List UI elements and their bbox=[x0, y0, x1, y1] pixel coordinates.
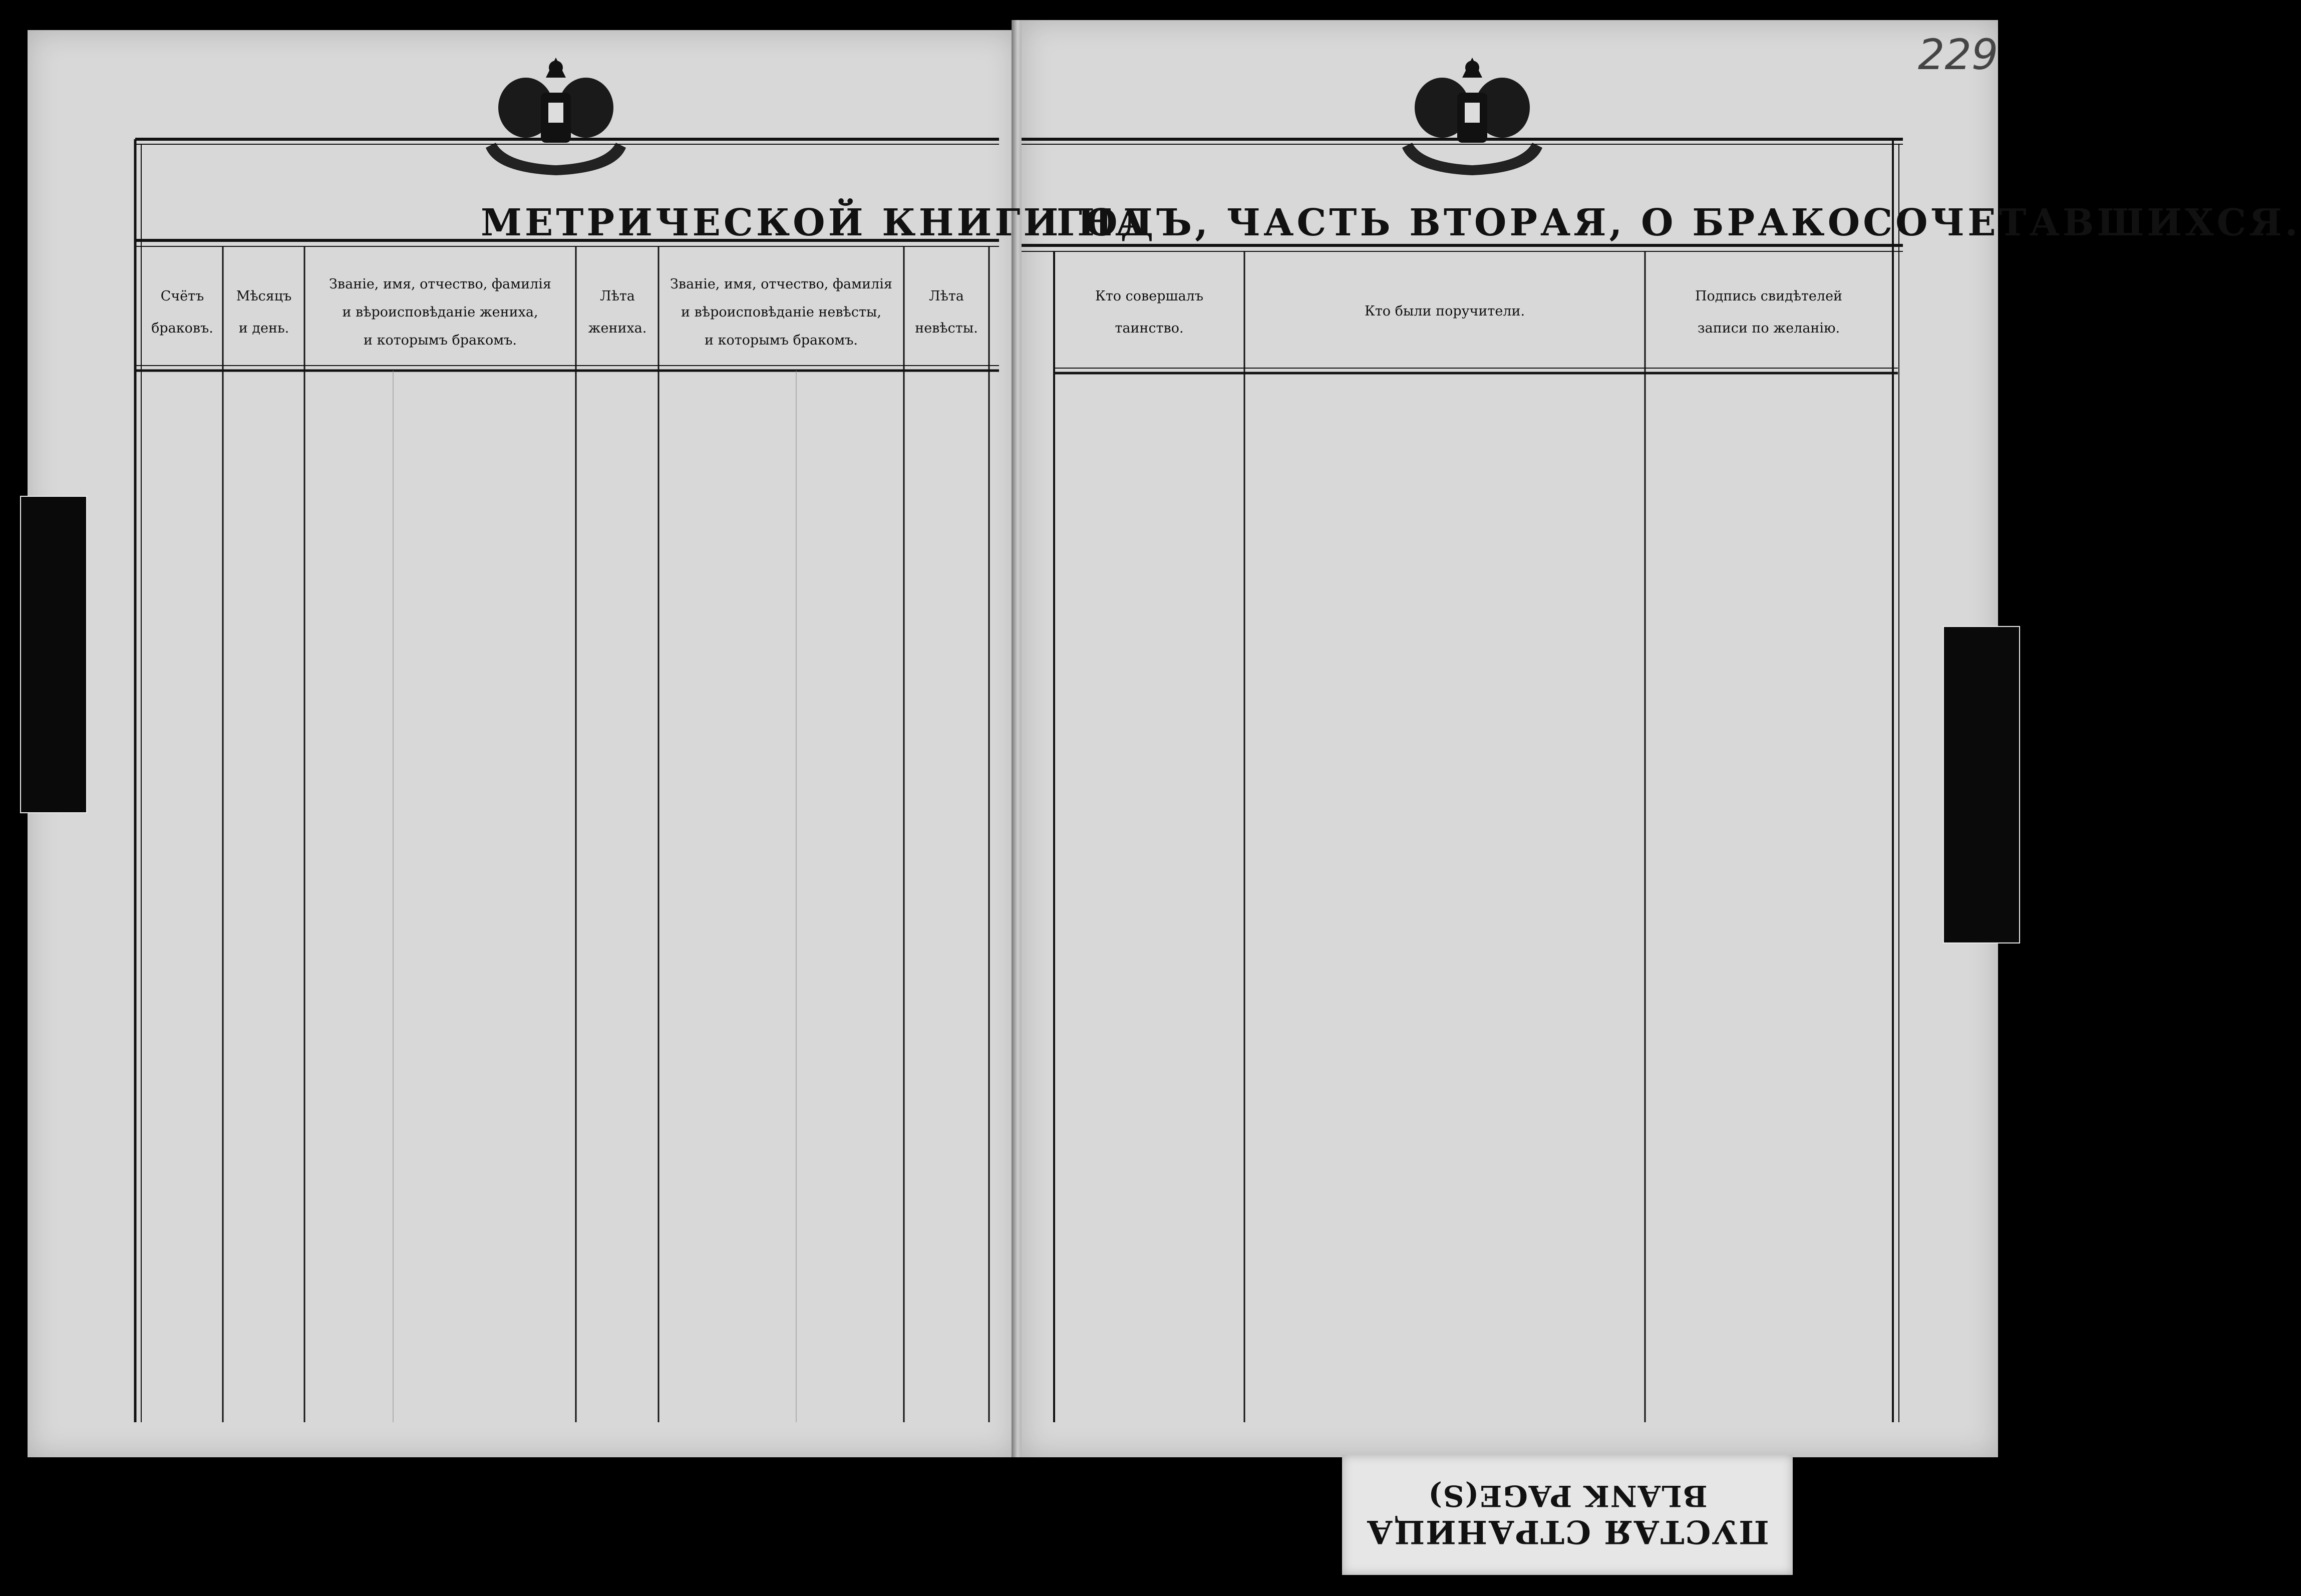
column-header-guarantors bbox=[1245, 295, 1644, 328]
column-header-month-day bbox=[224, 280, 304, 345]
column-header-line: и вѣроисповѣданіе невѣсты, bbox=[681, 304, 881, 320]
column-header-officiant bbox=[1055, 280, 1243, 345]
column-header-line: таинство. bbox=[1115, 321, 1184, 336]
column-header-witness-signatures bbox=[1646, 280, 1891, 345]
column-header-line: невѣсты. bbox=[915, 321, 978, 336]
column-header-bride bbox=[660, 270, 903, 355]
column-header-line: Лѣта bbox=[929, 288, 964, 304]
column-header-line: браковъ. bbox=[151, 321, 213, 336]
column-header-line: жениха. bbox=[588, 321, 647, 336]
blank-label-en: BLANK PAGE(S) bbox=[1427, 1479, 1708, 1513]
column-header-line: Кто были поручители. bbox=[1364, 303, 1525, 319]
column-header-bride-age bbox=[905, 280, 988, 345]
column-header-line: и день. bbox=[238, 321, 289, 336]
column-header-line: Счётъ bbox=[160, 288, 204, 304]
column-header-groom bbox=[305, 270, 575, 355]
column-header-line: Подпись свидѣтелей bbox=[1695, 288, 1843, 304]
header-title-right: ГОДЪ, ЧАСТЬ ВТОРАЯ, О БРАКОСОЧЕТАВШИХСЯ. bbox=[1057, 201, 2301, 244]
blank-label-ru: ПУСТАЯ СТРАНИЦА bbox=[1366, 1513, 1769, 1551]
page-number: 229 bbox=[1918, 30, 1999, 79]
column-header-line: и вѣроисповѣданіе жениха, bbox=[342, 304, 538, 320]
header-title-left: МЕТРИЧЕСКОЙ КНИГИ НА bbox=[481, 201, 1149, 244]
column-header-groom-age bbox=[577, 280, 658, 345]
column-header-line: Кто совершалъ bbox=[1095, 288, 1204, 304]
blank-page-label bbox=[1342, 1455, 1793, 1575]
column-header-line: Званіе, имя, отчество, фамилія bbox=[329, 276, 551, 292]
column-header-line: и которымъ бракомъ. bbox=[364, 333, 517, 348]
column-header-line: Мѣсяцъ bbox=[236, 288, 292, 304]
column-header-marriage-count bbox=[143, 280, 222, 345]
column-header-line: Лѣта bbox=[600, 288, 635, 304]
column-header-line: записи по желанію. bbox=[1697, 321, 1840, 336]
column-header-line: и которымъ бракомъ. bbox=[705, 333, 858, 348]
column-header-line: Званіе, имя, отчество, фамилія bbox=[670, 276, 892, 292]
